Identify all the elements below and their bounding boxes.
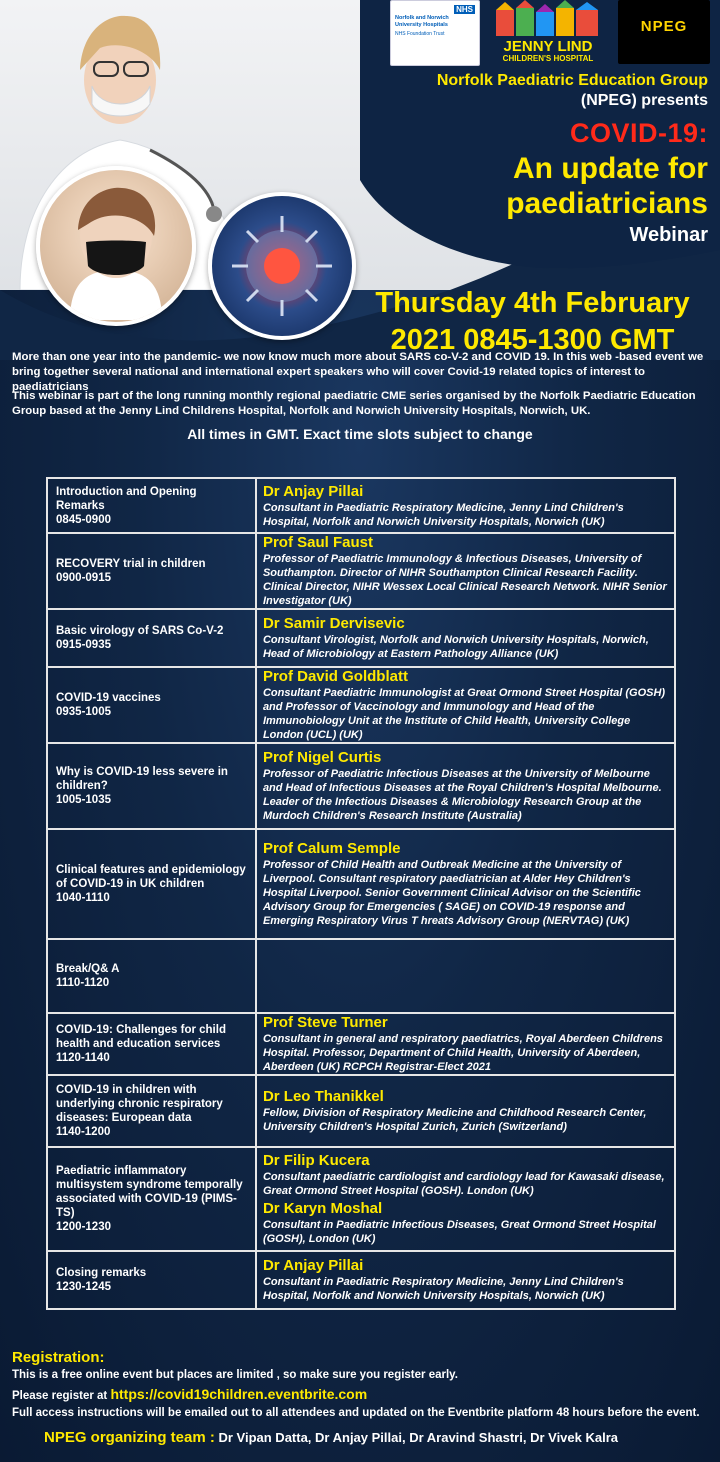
nnuh-logo-text: Norfolk and Norwich University Hospitals: [395, 15, 449, 28]
speaker-cell: [256, 478, 675, 533]
intro-paragraph-1: More than one year into the pandemic- we now know much more about SARS co-V-2 and COVID 19. In this web -based event we bring together several national and international expert speakers who will cover Covid-19 related topics of interest to paediatricians: [12, 351, 704, 393]
speaker-name: Dr Leo Thanikkel: [262, 1088, 384, 1105]
times-note: All times in GMT. Exact time slots subject to change: [187, 426, 533, 442]
jenny-lind-logo: [490, 0, 606, 64]
speaker-cell: [256, 743, 675, 829]
child-mask-photo: [36, 166, 196, 326]
speaker-name: Dr Karyn Moshal: [262, 1200, 383, 1217]
jenny-lind-logo-subtext: CHILDREN'S HOSPITAL: [502, 54, 594, 63]
speaker-description: Consultant in Paediatric Infectious Diseases, Great Ormond Street Hospital (GOSH), London (UK): [262, 1219, 656, 1245]
speaker-description: Fellow, Division of Respiratory Medicine and Childhood Research Center, University Children's Hospital Zurich, Zurich (Switzerland): [262, 1107, 647, 1133]
session-cell: [47, 609, 256, 667]
session-info: [48, 1083, 255, 1139]
nnuh-logo-subtext: NHS Foundation Trust: [395, 31, 445, 37]
speaker-cell: [256, 829, 675, 939]
session-cell: [47, 533, 256, 609]
session-title: Basic virology of SARS Co-V-2: [56, 625, 224, 637]
registration-line-1: This is a free online event but places are limited , so make sure you register early.: [12, 1369, 458, 1381]
session-title: RECOVERY trial in children: [56, 558, 206, 570]
session-info: [48, 1023, 255, 1065]
speaker-description: Professor of Paediatric Infectious Diseases at the University of Melbourne and Head of Infectious Diseases at the Royal Children's Hospital Melbourne. Leader of the Infectious Diseases & Microbiology Research Group at the Murdoch Children's Research Institute (Australia): [262, 768, 662, 822]
session-time: 0900-0915: [56, 572, 111, 584]
speaker: [257, 668, 674, 742]
speaker-name: Prof Steve Turner: [262, 1014, 388, 1031]
speaker-description: Consultant Paediatric Immunologist at Great Ormond Street Hospital (GOSH) and Professor of Vaccinology and Immunology and Head of the Immunobiology Unit at the Institute of Child Health, University College London (UCL) (UK): [262, 687, 666, 741]
webinar-label: Webinar: [629, 224, 708, 246]
speaker-cell: [256, 1075, 675, 1147]
session-title: Paediatric inflammatory multisystem syndrome temporally associated with COVID-19 (PIMS-TS): [56, 1165, 243, 1219]
speaker: [257, 483, 674, 529]
speaker-cell: [256, 1147, 675, 1251]
session-time: 1040-1110: [56, 892, 110, 904]
schedule-row: [47, 667, 675, 743]
speaker: [257, 1014, 674, 1074]
nnuh-logo: [390, 0, 480, 66]
event-date-line-2: 2021 0845-1300 GMT: [390, 324, 675, 356]
organizing-team: [44, 1429, 618, 1446]
speaker-description: Professor of Child Health and Outbreak Medicine at the University of Liverpool. Consultant respiratory paediatrician at Alder Hey Children's Hospital Liverpool. Senior Government Clinical Advisor on the Scientific Advisory Group for Emergencies ( SAGE) on COVID-19 response and Emerging Respiratory Virus T hreats Advisory Group (NERVTAG) (UK): [262, 859, 641, 927]
session-cell: [47, 1013, 256, 1075]
speaker-name: Dr Anjay Pillai: [262, 482, 364, 500]
schedule-row: [47, 478, 675, 533]
session-cell: [47, 743, 256, 829]
session-cell: [47, 1251, 256, 1309]
speaker: [257, 534, 674, 608]
speaker-cell: [256, 533, 675, 609]
session-title: Closing remarks: [56, 1267, 147, 1279]
session-title: Break/Q& A: [56, 963, 120, 975]
covid-title: COVID-19:: [569, 118, 708, 148]
schedule-row: [47, 743, 675, 829]
nhs-badge: NHS: [456, 5, 473, 14]
session-time: 1110-1120: [56, 977, 110, 989]
session-time: 1120-1140: [56, 1052, 110, 1064]
session-time: 1230-1245: [56, 1281, 111, 1293]
session-title: Clinical features and epidemiology of COVID-19 in UK children: [56, 864, 246, 890]
speaker: [257, 840, 674, 928]
speaker-cell: [256, 667, 675, 743]
schedule-row: [47, 1147, 675, 1251]
session-info: [48, 557, 255, 585]
session-info: [48, 485, 255, 527]
session-info: [48, 624, 255, 652]
schedule-row: [47, 1251, 675, 1309]
intro-paragraph-2: This webinar is part of the long running monthly regional paediatric CME series organised by the Norfolk Paediatric Education Group based at the Jenny Lind Childrens Hospital, Norfolk and Norwich University Hospitals, Norwich, UK.: [12, 390, 696, 417]
session-time: 0915-0935: [56, 639, 111, 651]
speaker-name: Dr Anjay Pillai: [262, 1257, 364, 1274]
session-time: 1200-1230: [56, 1221, 111, 1233]
team-members: Dr Vipan Datta, Dr Anjay Pillai, Dr Aravind Shastri, Dr Vivek Kalra: [214, 1430, 619, 1445]
session-info: [48, 1266, 255, 1294]
session-cell: [47, 667, 256, 743]
coronavirus-image: [208, 192, 356, 340]
speaker: [257, 1152, 674, 1198]
speaker-description: Consultant Virologist, Norfolk and Norwich University Hospitals, Norwich, Head of Microbiology at Eastern Pathology Alliance (UK): [262, 634, 649, 660]
session-info: [48, 691, 255, 719]
session-time: 1005-1035: [56, 794, 111, 806]
schedule-row: [47, 939, 675, 1013]
registration-title: Registration:: [12, 1349, 105, 1366]
title-line-1: An update for: [513, 152, 708, 185]
session-cell: [47, 1075, 256, 1147]
npeg-logo-text: NPEG: [640, 18, 688, 35]
speaker-description: Consultant in Paediatric Respiratory Medicine, Jenny Lind Children's Hospital, Norfolk and Norwich University Hospitals, Norwich (UK): [262, 1276, 624, 1302]
speaker-name: Dr Filip Kucera: [262, 1152, 370, 1169]
session-time: 0935-1005: [56, 706, 111, 718]
team-label: NPEG organizing team :: [44, 1429, 215, 1446]
session-title: COVID-19 in children with underlying chronic respiratory diseases: European data: [56, 1084, 223, 1124]
session-info: [48, 962, 255, 990]
session-title: Why is COVID-19 less severe in children?: [56, 766, 228, 792]
speaker-name: Prof David Goldblatt: [262, 668, 408, 685]
schedule-row: [47, 1075, 675, 1147]
session-cell: [47, 939, 256, 1013]
event-date-line-1: Thursday 4th February: [375, 287, 690, 319]
speaker: [257, 1088, 674, 1134]
session-cell: [47, 829, 256, 939]
speaker-description: Consultant in Paediatric Respiratory Medicine, Jenny Lind Children's Hospital, Norfolk and Norwich University Hospitals, Norwich (UK): [262, 501, 624, 528]
jenny-lind-logo-text: JENNY LIND: [503, 38, 593, 55]
npeg-logo: [618, 0, 710, 64]
session-title: COVID-19 vaccines: [56, 692, 161, 704]
speaker: [257, 1200, 674, 1246]
registration-line-3: Full access instructions will be emailed out to all attendees and updated on the Eventbrite platform 48 hours before the event.: [12, 1407, 700, 1419]
session-cell: [47, 478, 256, 533]
registration-prefix: Please register at: [12, 1390, 111, 1402]
speaker-description: Consultant in general and respiratory paediatrics, Royal Aberdeen Childrens Hospital. Professor, Department of Child Health, University of Aberdeen, Aberdeen (UK) RCPCH Registrar-Elect 2021: [262, 1033, 663, 1073]
schedule-row: [47, 1013, 675, 1075]
speaker-description: Professor of Paediatric Immunology & Infectious Diseases, University of Southampton. Director of NIHR Southampton Clinical Research Facility. Clinical Director, NIHR Wessex Local Clinical Research Network. NIHR Senior Investigator (UK): [262, 553, 667, 607]
speaker-cell: [256, 1251, 675, 1309]
session-title: COVID-19: Challenges for child health and education services: [56, 1024, 226, 1050]
speaker: [257, 1257, 674, 1303]
speaker-name: Prof Saul Faust: [262, 534, 373, 551]
schedule-row: [47, 533, 675, 609]
presents-text: (NPEG) presents: [580, 92, 708, 109]
session-info: [48, 863, 255, 905]
schedule-row: [47, 829, 675, 939]
registration-link[interactable]: https://covid19children.eventbrite.com: [110, 1386, 368, 1402]
org-name: Norfolk Paediatric Education Group: [436, 72, 708, 89]
speaker-cell: [256, 1013, 675, 1075]
speaker-cell: [256, 609, 675, 667]
speaker: [257, 615, 674, 661]
schedule-row: [47, 609, 675, 667]
speaker-cell: [256, 939, 675, 1013]
session-cell: [47, 1147, 256, 1251]
speaker: [257, 749, 674, 823]
schedule-table: [46, 477, 676, 1310]
speaker-name: Prof Nigel Curtis: [262, 749, 382, 766]
session-title: Introduction and Opening Remarks: [56, 485, 197, 512]
title-line-2: paediatricians: [506, 187, 708, 220]
session-time: 1140-1200: [56, 1126, 111, 1138]
session-info: [48, 765, 255, 807]
session-info: [48, 1164, 255, 1234]
speaker-description: Consultant paediatric cardiologist and cardiology lead for Kawasaki disease, Great Ormond Street Hospital (GOSH). London (UK): [262, 1171, 665, 1197]
registration-line-2: [12, 1386, 367, 1402]
speaker-name: Prof Calum Semple: [262, 840, 401, 857]
speaker-name: Dr Samir Dervisevic: [262, 615, 405, 632]
session-time: 0845-0900: [56, 513, 111, 526]
